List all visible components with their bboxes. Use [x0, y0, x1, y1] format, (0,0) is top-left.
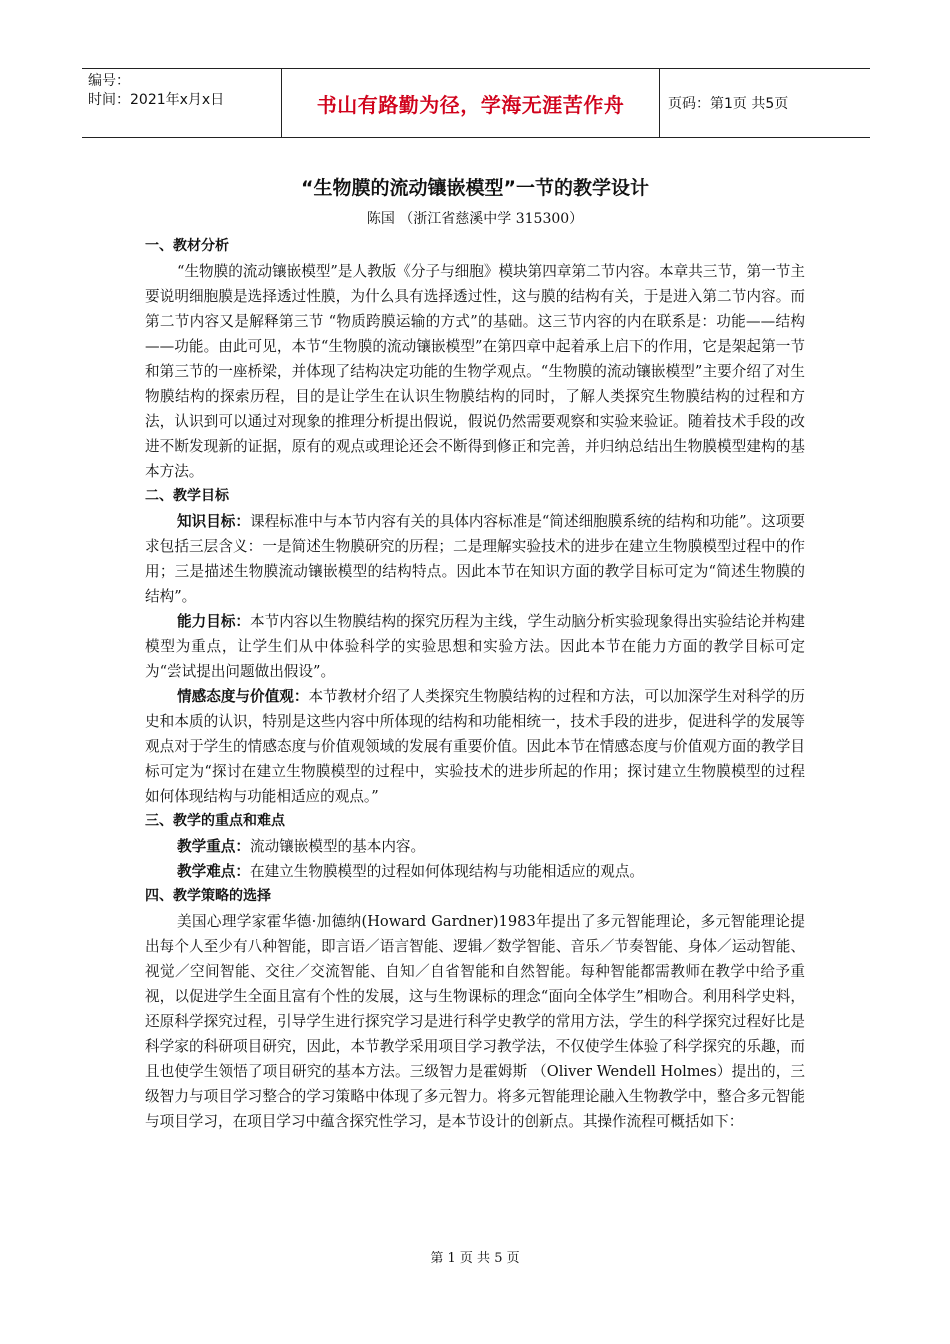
number-label: 编号：	[88, 73, 130, 89]
motto: 书山有路勤为径，学海无涯苦作舟	[281, 69, 660, 137]
paragraph	[145, 859, 805, 884]
knowledge-goal-text: 课程标准中与本节内容有关的具体内容标准是“简述细胞膜系统的结构和功能”。这项要求包括三层含义：一是简述生物膜研究的历程；二是理解实验技术的进步在建立生物膜模型过程中的作用；三是描述生物膜流动镶嵌模型的结构特点。因此本节在知识方面的教学目标可定为“简述生物膜的结构”。	[145, 513, 805, 605]
document-body	[145, 234, 805, 1134]
section-heading: 四、教学策略的选择	[145, 888, 271, 904]
section-heading: 一、教材分析	[145, 238, 229, 254]
key-point-text: 流动镶嵌模型的基本内容。	[249, 838, 426, 855]
paragraph: 美国心理学家霍华德·加德纳(Howard Gardner)1983年提出了多元智能理论，多元智能理论提出每个人至少有八种智能，即言语／语言智能、逻辑／数学智能、音乐／节奏智能、身体／运动智能、视觉／空间智能、交往／交流智能、自知／自省智能和自然智能。每种智能都需教师在教学中给予重视，以促进学生全面且富有个性的发展，这与生物课标的理念“面向全体学生”相吻合。利用科学史料，还原科学探究过程，引导学生进行探究学习是进行科学史教学的常用方法，学生的科学探究过程好比是科学家的科研项目研究，因此，本节教学采用项目学习教学法，不仅使学生体验了科学探究的乐趣，而且也使学生领悟了项目研究的基本方法。三级智力是霍姆斯 （Oliver Wendell Holmes）提出的，三级智力与项目学习整合的学习策略中体现了多元智力。将多元智能理论融入生物教学中，整合多元智能与项目学习，在项目学习中蕴含探究性学习，是本节设计的创新点。其操作流程可概括如下：	[145, 913, 805, 1130]
label-knowledge-goal: 知识目标：	[177, 513, 250, 530]
page-footer: 第 1 页 共 5 页	[430, 1251, 520, 1266]
difficulty-text: 在建立生物膜模型的过程如何体现结构与功能相适应的观点。	[249, 863, 645, 880]
paragraph	[145, 609, 805, 684]
emotion-goal-text: 本节教材介绍了人类探究生物膜结构的过程和方法，可以加深学生对科学的历史和本质的认识，特别是这些内容中所体现的结构和功能相统一，技术手段的进步，促进科学的发展等观点对于学生的情感态度与价值观领域的发展有重要价值。因此本节在情感态度与价值观方面的教学目标可定为“探讨在建立生物膜模型的过程中，实验技术的进步所起的作用；探讨建立生物膜模型的过程如何体现结构与功能相适应的观点。”	[145, 688, 805, 805]
paragraph	[145, 834, 805, 859]
header-table	[82, 68, 870, 138]
page-info: 页码：第1页 共5页	[668, 96, 789, 112]
paragraph	[145, 509, 805, 609]
section-heading: 二、教学目标	[145, 488, 229, 504]
author-line: 陈国 （浙江省慈溪中学 315300）	[366, 211, 584, 227]
header-meta-cell	[82, 69, 280, 137]
paragraph: “生物膜的流动镶嵌模型”是人教版《分子与细胞》模块第四章第二节内容。本章共三节，第一节主要说明细胞膜是选择透过性膜，为什么具有选择透过性，这与膜的结构有关，于是进入第二节内容。而第二节内容又是解释第三节 “物质跨膜运输的方式”的基础。这三节内容的内在联系是：功能——结构——功能。由此可见，本节“生物膜的流动镶嵌模型”在第四章中起着承上启下的作用，它是架起第一节和第三节的一座桥梁，并体现了结构决定功能的生物学观点。“生物膜的流动镶嵌模型”主要介绍了对生物膜结构的探索历程，目的是让学生在认识生物膜结构的同时，了解人类探究生物膜结构的过程和方法，认识到可以通过对现象的推理分析提出假说，假说仍然需要观察和实验来验证。随着技术手段的改进不断发现新的证据，原有的观点或理论还会不断得到修正和完善，并归纳总结出生物膜模型建构的基本方法。	[145, 263, 805, 480]
document-title: “生物膜的流动镶嵌模型”一节的教学设计	[301, 177, 649, 199]
time-label: 时间：2021年x月x日	[88, 92, 225, 108]
ability-goal-text: 本节内容以生物膜结构的探究历程为主线，学生动脑分析实验现象得出实验结论并构建模型为重点，让学生们从中体验科学的实验思想和实验方法。因此本节在能力方面的教学目标可定为“尝试提出问题做出假设”。	[145, 613, 805, 680]
label-difficulty: 教学难点：	[177, 863, 250, 880]
label-ability-goal: 能力目标：	[177, 613, 251, 630]
label-key-point: 教学重点：	[177, 838, 250, 855]
section-heading: 三、教学的重点和难点	[145, 813, 285, 829]
paragraph	[145, 684, 805, 809]
label-emotion-goal: 情感态度与价值观：	[177, 688, 309, 705]
